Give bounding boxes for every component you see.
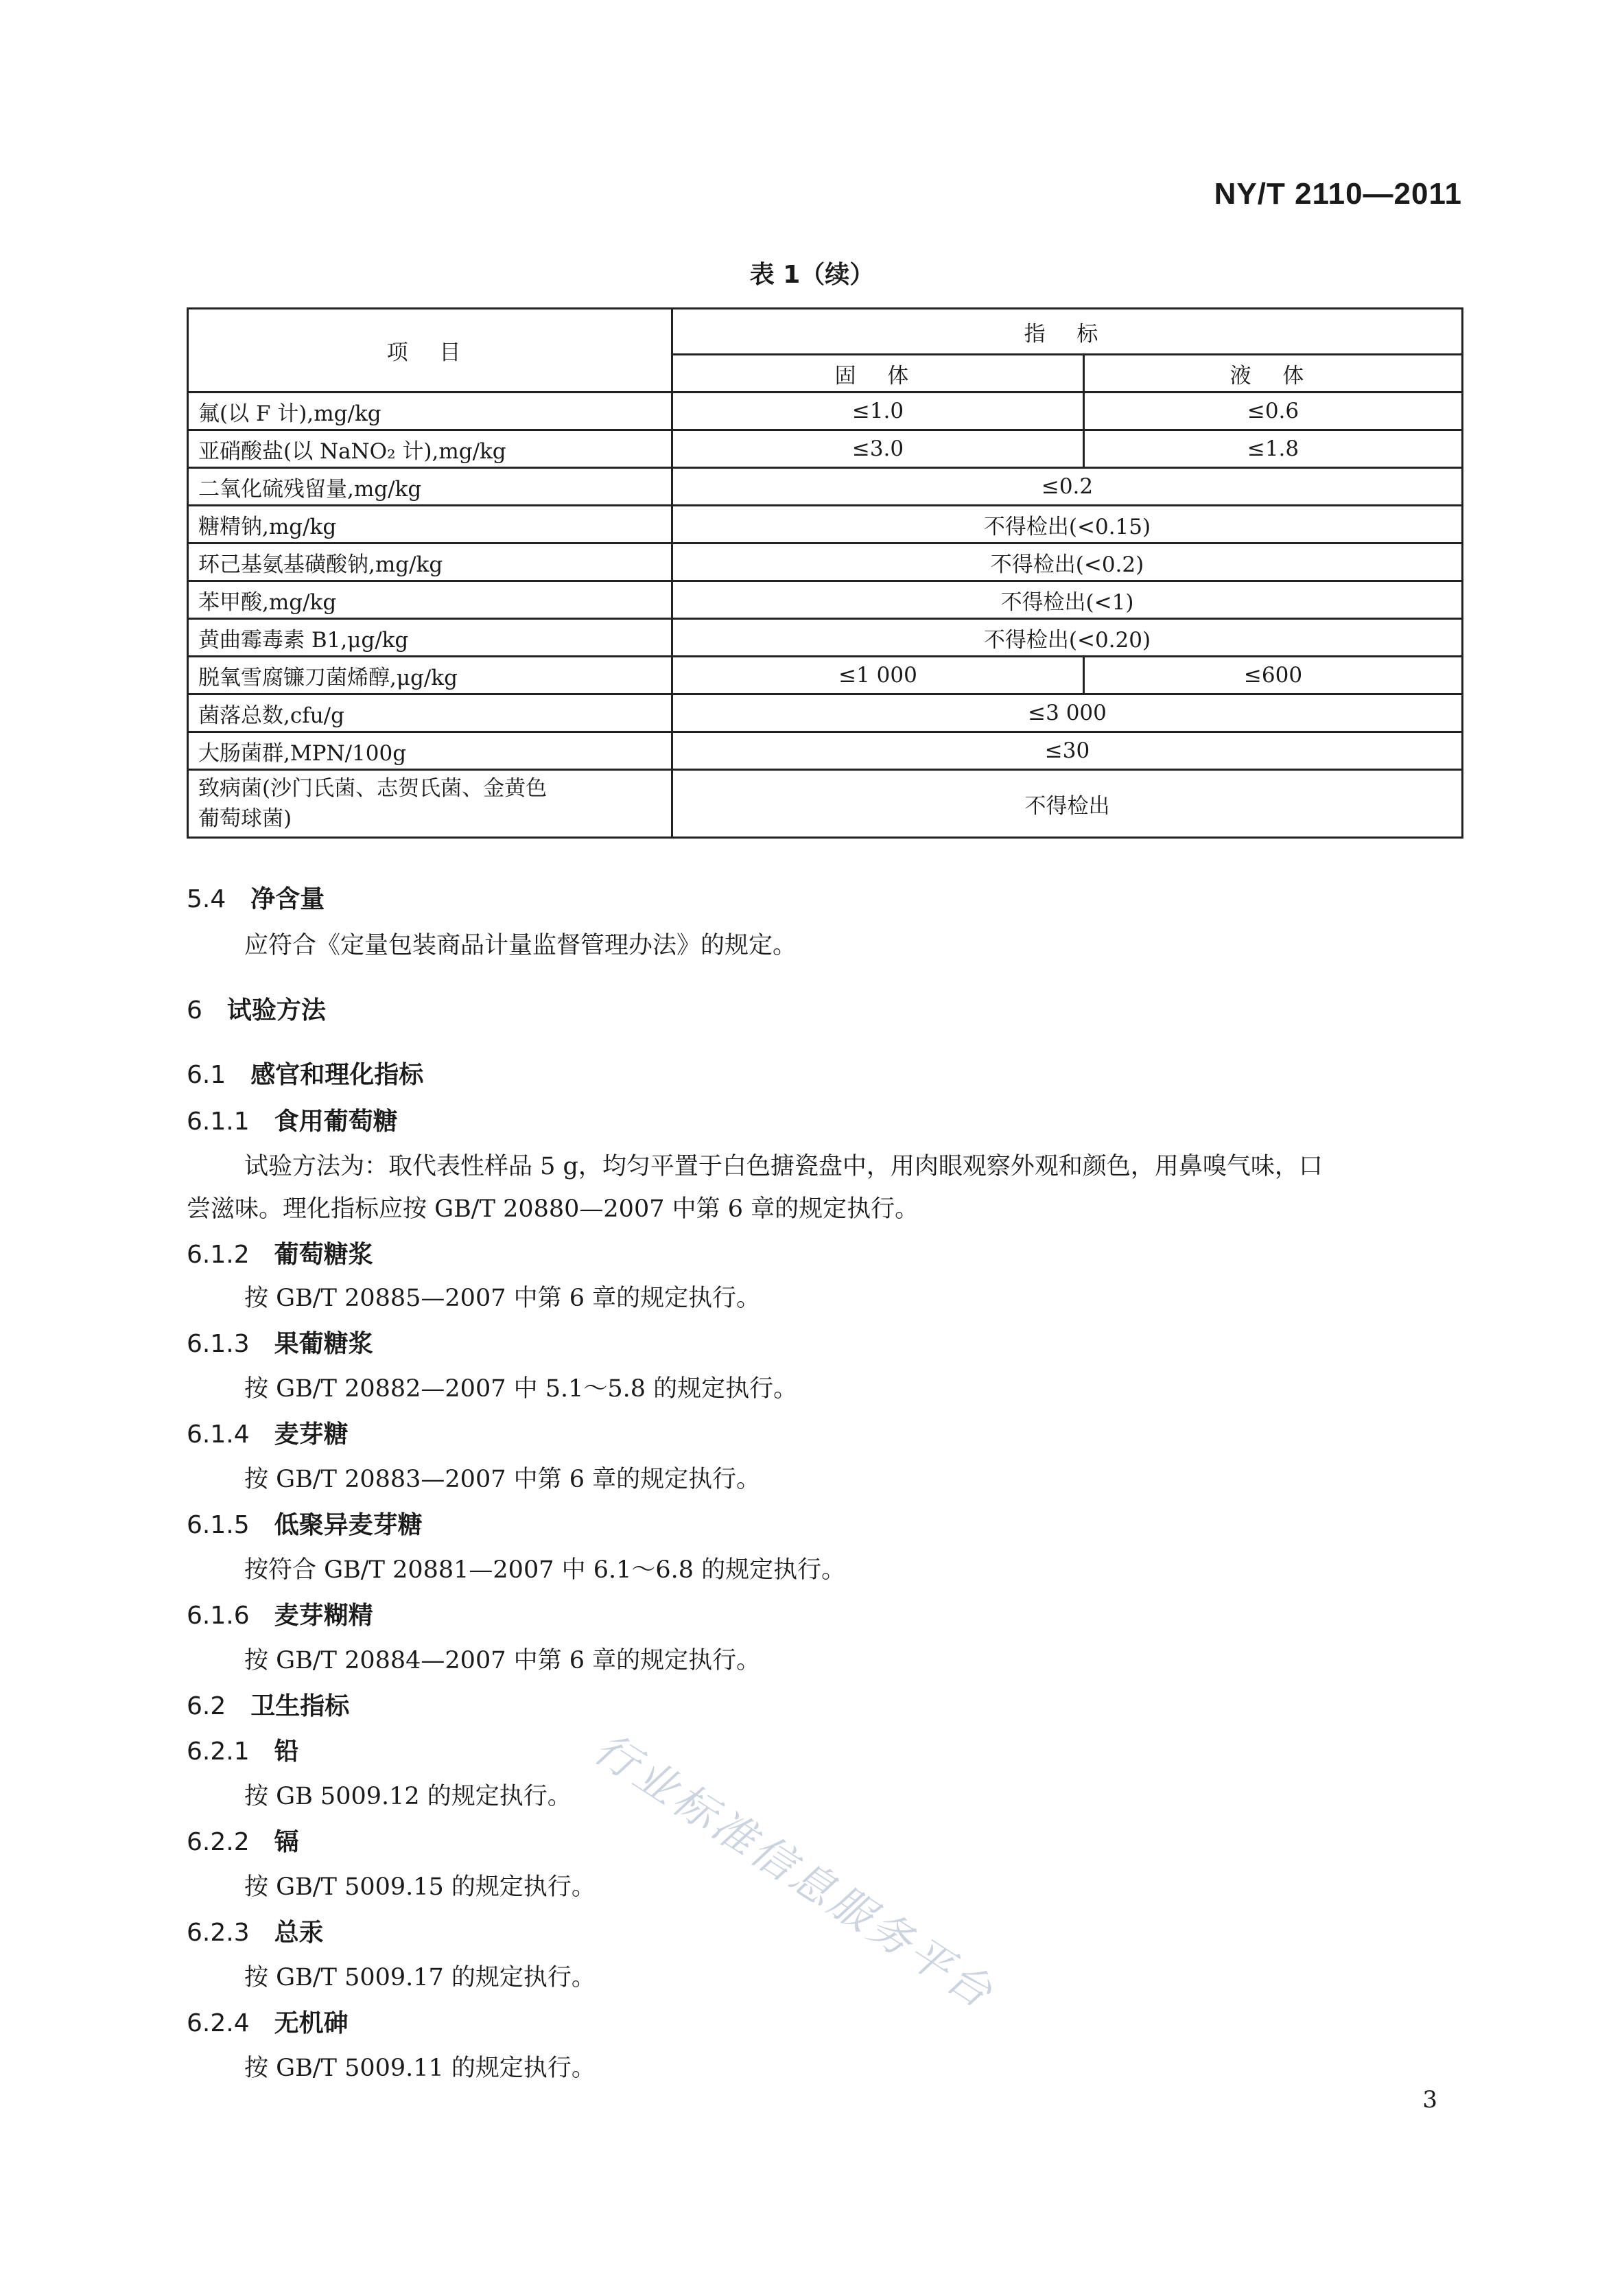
section-number: 6.1.1	[187, 1108, 250, 1136]
row-value: ≤30	[672, 732, 1463, 770]
row-item: 环己基氨基磺酸钠,mg/kg	[188, 543, 672, 581]
header-item: 项 目	[188, 309, 672, 393]
table-row	[188, 619, 1463, 657]
row-value: 不得检出(<1)	[672, 581, 1463, 619]
header-solid: 固 体	[672, 355, 1084, 393]
row-liquid: ≤1.8	[1084, 430, 1463, 468]
section-5-4-heading	[187, 880, 325, 915]
section-number: 6.2.3	[187, 1919, 250, 1947]
section-6-1-3-text: 按 GB/T 20882—2007 中 5.1～5.8 的规定执行。	[244, 1375, 798, 1403]
section-title: 镉	[274, 1828, 299, 1856]
table-row	[188, 543, 1463, 581]
row-item: 二氧化硫残留量,mg/kg	[188, 468, 672, 506]
section-6-2-4-heading	[187, 2004, 349, 2039]
section-6-1-4-heading	[187, 1415, 349, 1450]
row-value: 不得检出	[672, 770, 1463, 838]
section-title: 葡萄糖浆	[274, 1241, 373, 1269]
section-6-1-1-text-cont: 尝滋味。理化指标应按 GB/T 20880—2007 中第 6 章的规定执行。	[187, 1195, 919, 1223]
row-item: 脱氧雪腐镰刀菌烯醇,μg/kg	[188, 657, 672, 694]
table-row	[188, 770, 1463, 838]
section-number: 6.2.2	[187, 1828, 250, 1856]
row-solid: ≤1.0	[672, 393, 1084, 430]
table-row	[188, 430, 1463, 468]
section-6-1-3-heading	[187, 1324, 373, 1359]
section-title: 感官和理化指标	[250, 1061, 424, 1089]
section-6-2-4-text: 按 GB/T 5009.11 的规定执行。	[244, 2055, 596, 2082]
section-number: 6.1.2	[187, 1241, 250, 1269]
row-value: ≤3 000	[672, 694, 1463, 732]
spec-table	[187, 307, 1463, 839]
row-item: 黄曲霉毒素 B1,μg/kg	[188, 619, 672, 657]
watermark: 行业标准信息服务平台	[585, 1722, 1004, 2020]
row-value: 不得检出(<0.15)	[672, 506, 1463, 543]
section-number: 6.2.1	[187, 1738, 250, 1766]
section-title: 麦芽糊精	[274, 1602, 373, 1630]
section-6-1-2-heading	[187, 1235, 373, 1270]
section-title: 无机砷	[274, 2009, 349, 2037]
table-row	[188, 393, 1463, 430]
section-number: 6.1.6	[187, 1602, 250, 1630]
row-item: 亚硝酸盐(以 NaNO₂ 计),mg/kg	[188, 430, 672, 468]
page-number: 3	[1422, 2086, 1437, 2114]
row-item-line: 致病菌(沙门氏菌、志贺氏菌、金黄色	[198, 776, 548, 801]
section-6-1-1-text: 试验方法为：取代表性样品 5 g，均匀平置于白色搪瓷盘中，用肉眼观察外观和颜色，用鼻嗅气味，口	[244, 1153, 1323, 1180]
row-solid: ≤3.0	[672, 430, 1084, 468]
section-title: 总汞	[274, 1919, 324, 1947]
standard-code: NY/T 2110—2011	[1214, 177, 1462, 211]
section-number: 6.1	[187, 1061, 226, 1089]
section-6-2-heading	[187, 1687, 349, 1722]
section-title: 果葡糖浆	[274, 1330, 373, 1358]
section-title: 食用葡萄糖	[274, 1108, 398, 1136]
section-6-1-6-heading	[187, 1596, 373, 1631]
section-6-2-3-heading	[187, 1913, 324, 1948]
table-row	[188, 732, 1463, 770]
section-6-1-heading	[187, 1055, 423, 1090]
header-index: 指 标	[672, 309, 1463, 355]
section-6-2-2-heading	[187, 1823, 299, 1858]
table-row	[188, 657, 1463, 694]
section-6-2-1-heading	[187, 1732, 299, 1767]
section-title: 麦芽糖	[274, 1420, 349, 1449]
section-number: 5.4	[187, 885, 226, 913]
row-liquid: ≤0.6	[1084, 393, 1463, 430]
table-row	[188, 581, 1463, 619]
section-title: 铅	[274, 1738, 299, 1766]
section-number: 6.2	[187, 1692, 226, 1720]
row-item: 菌落总数,cfu/g	[188, 694, 672, 732]
row-liquid: ≤600	[1084, 657, 1463, 694]
row-solid: ≤1 000	[672, 657, 1084, 694]
section-6-1-2-text: 按 GB/T 20885—2007 中第 6 章的规定执行。	[244, 1285, 761, 1312]
section-title: 净含量	[250, 885, 325, 913]
row-item-line: 葡萄球菌)	[198, 806, 292, 831]
section-title: 试验方法	[226, 996, 326, 1025]
section-6-2-3-text: 按 GB/T 5009.17 的规定执行。	[244, 1964, 596, 1991]
section-6-2-2-text: 按 GB/T 5009.15 的规定执行。	[244, 1873, 596, 1901]
row-value: ≤0.2	[672, 468, 1463, 506]
row-value: 不得检出(<0.20)	[672, 619, 1463, 657]
section-number: 6.2.4	[187, 2009, 250, 2037]
section-6-1-4-text: 按 GB/T 20883—2007 中第 6 章的规定执行。	[244, 1466, 761, 1493]
section-6-heading	[187, 991, 326, 1026]
section-title: 卫生指标	[250, 1692, 350, 1720]
row-item: 大肠菌群,MPN/100g	[188, 732, 672, 770]
row-item: 苯甲酸,mg/kg	[188, 581, 672, 619]
table-row	[188, 694, 1463, 732]
section-number: 6.1.3	[187, 1330, 250, 1358]
row-item: 糖精钠,mg/kg	[188, 506, 672, 543]
section-title: 低聚异麦芽糖	[274, 1511, 423, 1539]
section-5-4-text: 应符合《定量包装商品计量监督管理办法》的规定。	[244, 932, 797, 959]
section-6-1-6-text: 按 GB/T 20884—2007 中第 6 章的规定执行。	[244, 1647, 761, 1674]
header-liquid: 液 体	[1084, 355, 1463, 393]
section-6-2-1-text: 按 GB 5009.12 的规定执行。	[244, 1783, 572, 1810]
table-caption: 表 1（续）	[749, 261, 875, 289]
section-6-1-1-heading	[187, 1102, 398, 1137]
section-6-1-5-heading	[187, 1506, 423, 1541]
row-value: 不得检出(<0.2)	[672, 543, 1463, 581]
section-number: 6	[187, 996, 202, 1025]
section-number: 6.1.5	[187, 1511, 250, 1539]
section-6-1-5-text: 按符合 GB/T 20881—2007 中 6.1～6.8 的规定执行。	[244, 1556, 846, 1584]
row-item: 氟(以 F 计),mg/kg	[188, 393, 672, 430]
row-item	[188, 770, 672, 838]
table-row	[188, 468, 1463, 506]
section-number: 6.1.4	[187, 1420, 250, 1449]
table-row	[188, 506, 1463, 543]
